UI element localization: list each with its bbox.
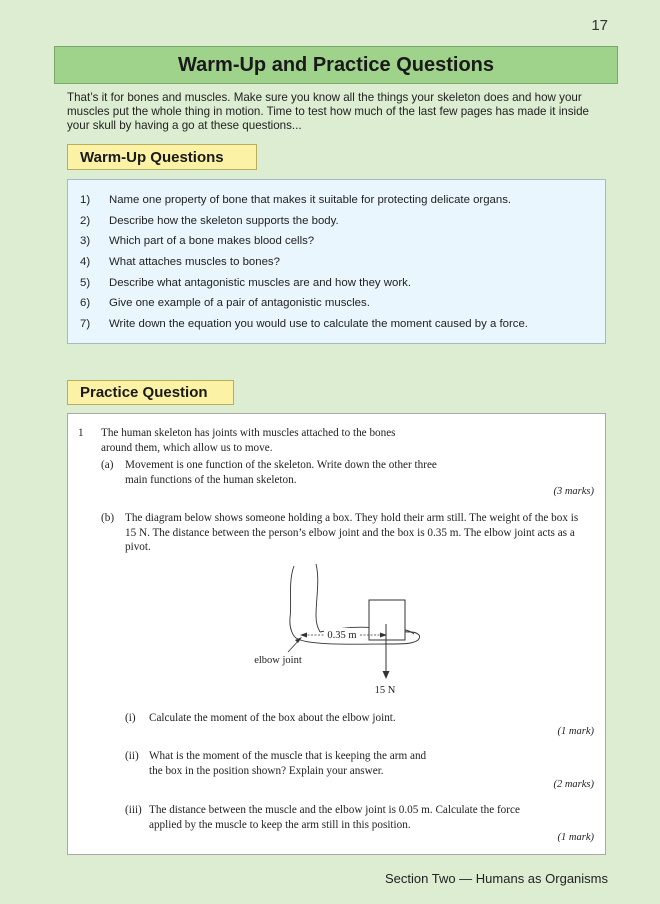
question-text: Write down the equation you would use to calculate the moment caused by a force.	[109, 317, 528, 330]
question-number: 1)	[80, 194, 91, 207]
practice-question-box	[67, 413, 606, 855]
page-number: 17	[591, 17, 608, 34]
part-b-iii-label: (iii)	[125, 804, 142, 816]
warmup-question	[68, 211, 605, 232]
part-a-label: (a)	[101, 459, 114, 471]
pivot-label: elbow joint	[254, 655, 302, 666]
question-number: 7)	[80, 317, 91, 330]
part-b-i-marks: (1 mark)	[557, 726, 594, 737]
distance-arrow-left	[300, 633, 307, 638]
intro-text: That’s it for bones and muscles. Make sure you know all the things your skeleton does and how your muscles put the whole thing in motion. Time to test how much of the last few pages has made it inside your skull by having a go at these questions...	[67, 91, 589, 133]
warmup-heading: Warm-Up Questions	[67, 144, 257, 170]
part-b-i-label: (i)	[125, 712, 136, 724]
page-title: Warm-Up and Practice Questions	[54, 46, 618, 84]
part-b-ii-text: What is the moment of the muscle that is keeping the arm and the box in the position shown? Explain your answer.	[149, 750, 427, 777]
question-number: 3)	[80, 235, 91, 248]
question-text: What attaches muscles to bones?	[109, 256, 280, 269]
part-b-iii-marks: (1 mark)	[557, 832, 594, 843]
question-text: Which part of a bone makes blood cells?	[109, 235, 315, 248]
weight-label: 15 N	[374, 685, 396, 696]
arm-box-diagram	[238, 562, 438, 702]
warmup-question	[68, 272, 605, 293]
part-b-text: The diagram below shows someone holding a box. They hold their arm still. The weight of the box is 15 N. The distance between the person’s elbow joint and the box is 0.35 m. The elbow joint acts as a pivot.	[125, 512, 579, 554]
warmup-question	[68, 293, 605, 314]
box	[369, 600, 405, 640]
question-number: 6)	[80, 297, 91, 310]
part-b-iii-text: The distance between the muscle and the elbow joint is 0.05 m. Calculate the force applied by the muscle to keep the arm still in this position.	[149, 804, 520, 831]
upper-arm-front	[316, 564, 320, 632]
question-text: Describe what antagonistic muscles are and how they work.	[109, 276, 411, 289]
part-b-i-text: Calculate the moment of the box about the elbow joint.	[149, 712, 396, 724]
part-b-ii-marks: (2 marks)	[553, 779, 594, 790]
warmup-question	[68, 231, 605, 252]
question-text: Describe how the skeleton supports the body.	[109, 214, 339, 227]
upper-arm-back	[290, 566, 296, 638]
part-b-ii-label: (ii)	[125, 750, 139, 762]
question-number: 1	[78, 427, 84, 439]
part-a-marks: (3 marks)	[553, 486, 594, 497]
warmup-questions-box	[67, 179, 606, 344]
question-number: 5)	[80, 276, 91, 289]
question-stem: The human skeleton has joints with muscles attached to the bones around them, which allow us to move.	[101, 427, 396, 454]
section-footer: Section Two — Humans as Organisms	[384, 871, 608, 886]
practice-heading: Practice Question	[67, 380, 234, 405]
warmup-question	[68, 314, 605, 335]
question-text: Give one example of a pair of antagonistic muscles.	[109, 297, 370, 310]
question-text: Name one property of bone that makes it suitable for protecting delicate organs.	[109, 194, 512, 207]
warmup-question	[68, 252, 605, 273]
part-a-text: Movement is one function of the skeleton. Write down the other three main functions of the human skeleton.	[125, 459, 437, 486]
warmup-question	[68, 190, 605, 211]
part-b-label: (b)	[101, 512, 115, 524]
weight-arrow-head	[383, 671, 390, 679]
question-number: 2)	[80, 214, 91, 227]
question-number: 4)	[80, 256, 91, 269]
distance-label: 0.35 m	[327, 630, 357, 641]
